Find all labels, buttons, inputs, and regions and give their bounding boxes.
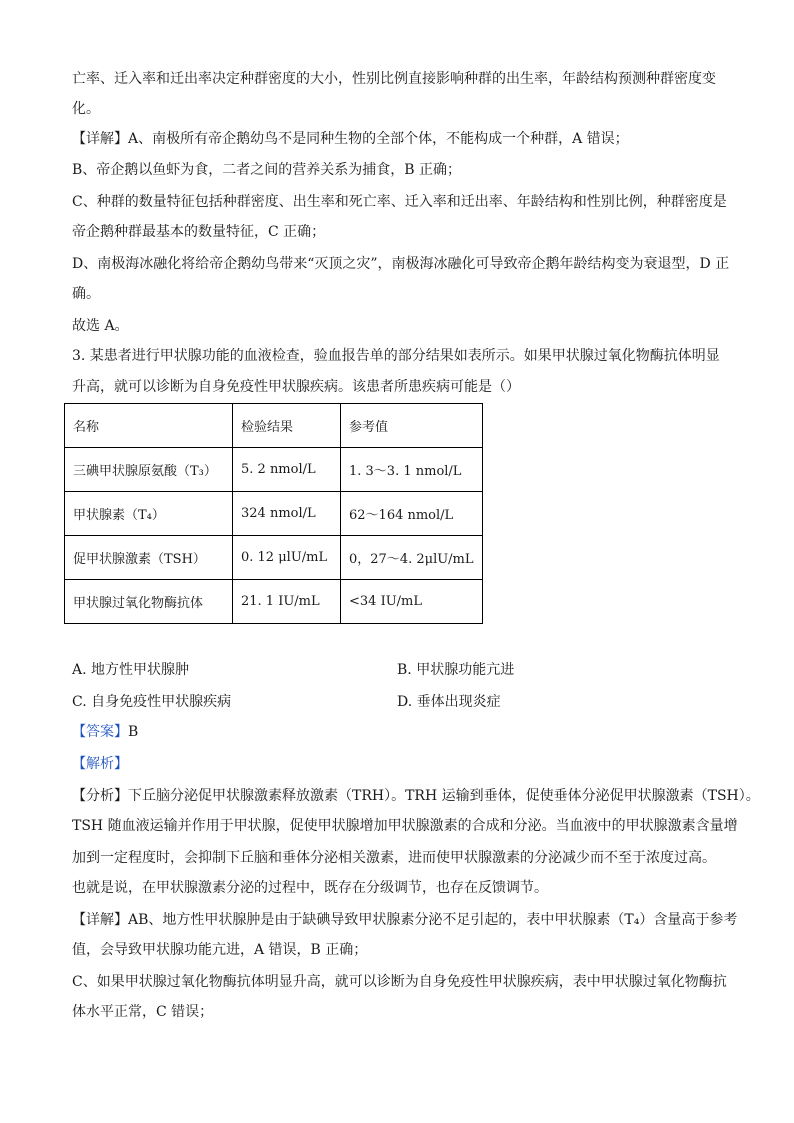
analysis-heading	[72, 754, 128, 774]
table-row	[65, 448, 483, 492]
paragraph-line: 亡率、迁入率和迁出率决定种群密度的大小，性别比例直接影响种群的出生率，年龄结构预测种群密度变	[72, 71, 716, 87]
option-d: D. 垂体出现炎症	[397, 694, 501, 710]
analysis-text: 下丘脑分泌促甲状腺激素释放激素（TRH）。TRH 运输到垂体，促使垂体分泌促甲状腺激素（TSH）。	[128, 788, 760, 804]
table-header-cell: 参考值	[341, 404, 483, 448]
detail-tag: 【详解】	[72, 912, 128, 928]
table-cell-result: 5. 2 nmol/L	[233, 448, 341, 492]
table-cell-name: 甲状腺素（T₄）	[65, 492, 233, 536]
detail-line	[72, 910, 737, 930]
analysis-sub-tag: 【分析】	[72, 788, 128, 804]
table-header-cell: 检验结果	[233, 404, 341, 448]
option-b: B. 甲状腺功能亢进	[397, 662, 515, 678]
table-cell-result: 324 nmol/L	[233, 492, 341, 536]
answer-tag: 【答案】	[72, 724, 128, 740]
table-row	[65, 580, 483, 624]
question-text: 3. 某患者进行甲状腺功能的血液检查，验血报告单的部分结果如表所示。如果甲状腺过氧化物酶抗体明显	[72, 348, 720, 364]
analysis-line: TSH 随血液运输并作用于甲状腺，促使甲状腺增加甲状腺激素的合成和分泌。当血液中的甲状腺激素含量增	[72, 818, 738, 834]
table-header-cell: 名称	[65, 404, 233, 448]
analysis-line: 加到一定程度时，会抑制下丘脑和垂体分泌相关激素，进而使甲状腺激素的分泌减少而不至于浓度过高。	[72, 850, 716, 866]
question-text: 升高，就可以诊断为自身免疫性甲状腺疾病。该患者所患疾病可能是（）	[72, 379, 520, 395]
paragraph-line: 确。	[72, 286, 100, 302]
detail-text: AB、地方性甲状腺肿是由于缺碘导致甲状腺素分泌不足引起的，表中甲状腺素（T₄）含量高于参考	[128, 912, 738, 928]
table-cell-name: 甲状腺过氧化物酶抗体	[65, 580, 233, 624]
detail-line: 值，会导致甲状腺功能亢进，A 错误，B 正确；	[72, 942, 368, 958]
table-cell-ref: 0，27～4. 2μlU/mL	[341, 536, 483, 580]
lab-results-table	[64, 403, 483, 624]
detail-tag: 【详解】	[72, 131, 128, 147]
table-cell-result: 0. 12 μlU/mL	[233, 536, 341, 580]
paragraph-line: B、帝企鹅以鱼虾为食，二者之间的营养关系为捕食，B 正确；	[72, 162, 462, 178]
table-cell-result: 21. 1 IU/mL	[233, 580, 341, 624]
paragraph-line	[72, 129, 629, 149]
paragraph-line: 故选 A。	[72, 318, 129, 334]
option-c: C. 自身免疫性甲状腺疾病	[72, 694, 232, 710]
paragraph-line: C、种群的数量特征包括种群密度、出生率和死亡率、迁入率和迁出率、年龄结构和性别比例，种群密度是	[72, 194, 727, 210]
table-cell-name: 促甲状腺激素（TSH）	[65, 536, 233, 580]
table-cell-ref: <34 IU/mL	[341, 580, 483, 624]
paragraph-line: 帝企鹅种群最基本的数量特征，C 正确；	[72, 224, 326, 240]
option-a: A. 地方性甲状腺肿	[72, 662, 190, 678]
table-header-row	[65, 404, 483, 448]
analysis-tag: 【解析】	[72, 756, 128, 772]
answer-line	[72, 722, 138, 742]
paragraph-line: D、南极海冰融化将给帝企鹅幼鸟带来“灭顶之灾”，南极海冰融化可导致帝企鹅年龄结构变为衰退型，D 正	[72, 256, 730, 272]
table-row	[65, 492, 483, 536]
analysis-line	[72, 786, 760, 806]
table-cell-name: 三碘甲状腺原氨酸（T₃）	[65, 448, 233, 492]
table-cell-ref: 62～164 nmol/L	[341, 492, 483, 536]
table-row	[65, 536, 483, 580]
detail-text: A、南极所有帝企鹅幼鸟不是同种生物的全部个体，不能构成一个种群，A 错误；	[128, 131, 629, 147]
paragraph-line: 化。	[72, 101, 100, 117]
analysis-line: 也就是说，在甲状腺激素分泌的过程中，既存在分级调节，也存在反馈调节。	[72, 880, 548, 896]
detail-line: C、如果甲状腺过氧化物酶抗体明显升高，就可以诊断为自身免疫性甲状腺疾病，表中甲状腺过氧化物酶抗	[72, 974, 727, 990]
detail-line: 体水平正常，C 错误；	[72, 1004, 214, 1020]
answer-value: B	[128, 724, 139, 740]
table-cell-ref: 1. 3～3. 1 nmol/L	[341, 448, 483, 492]
